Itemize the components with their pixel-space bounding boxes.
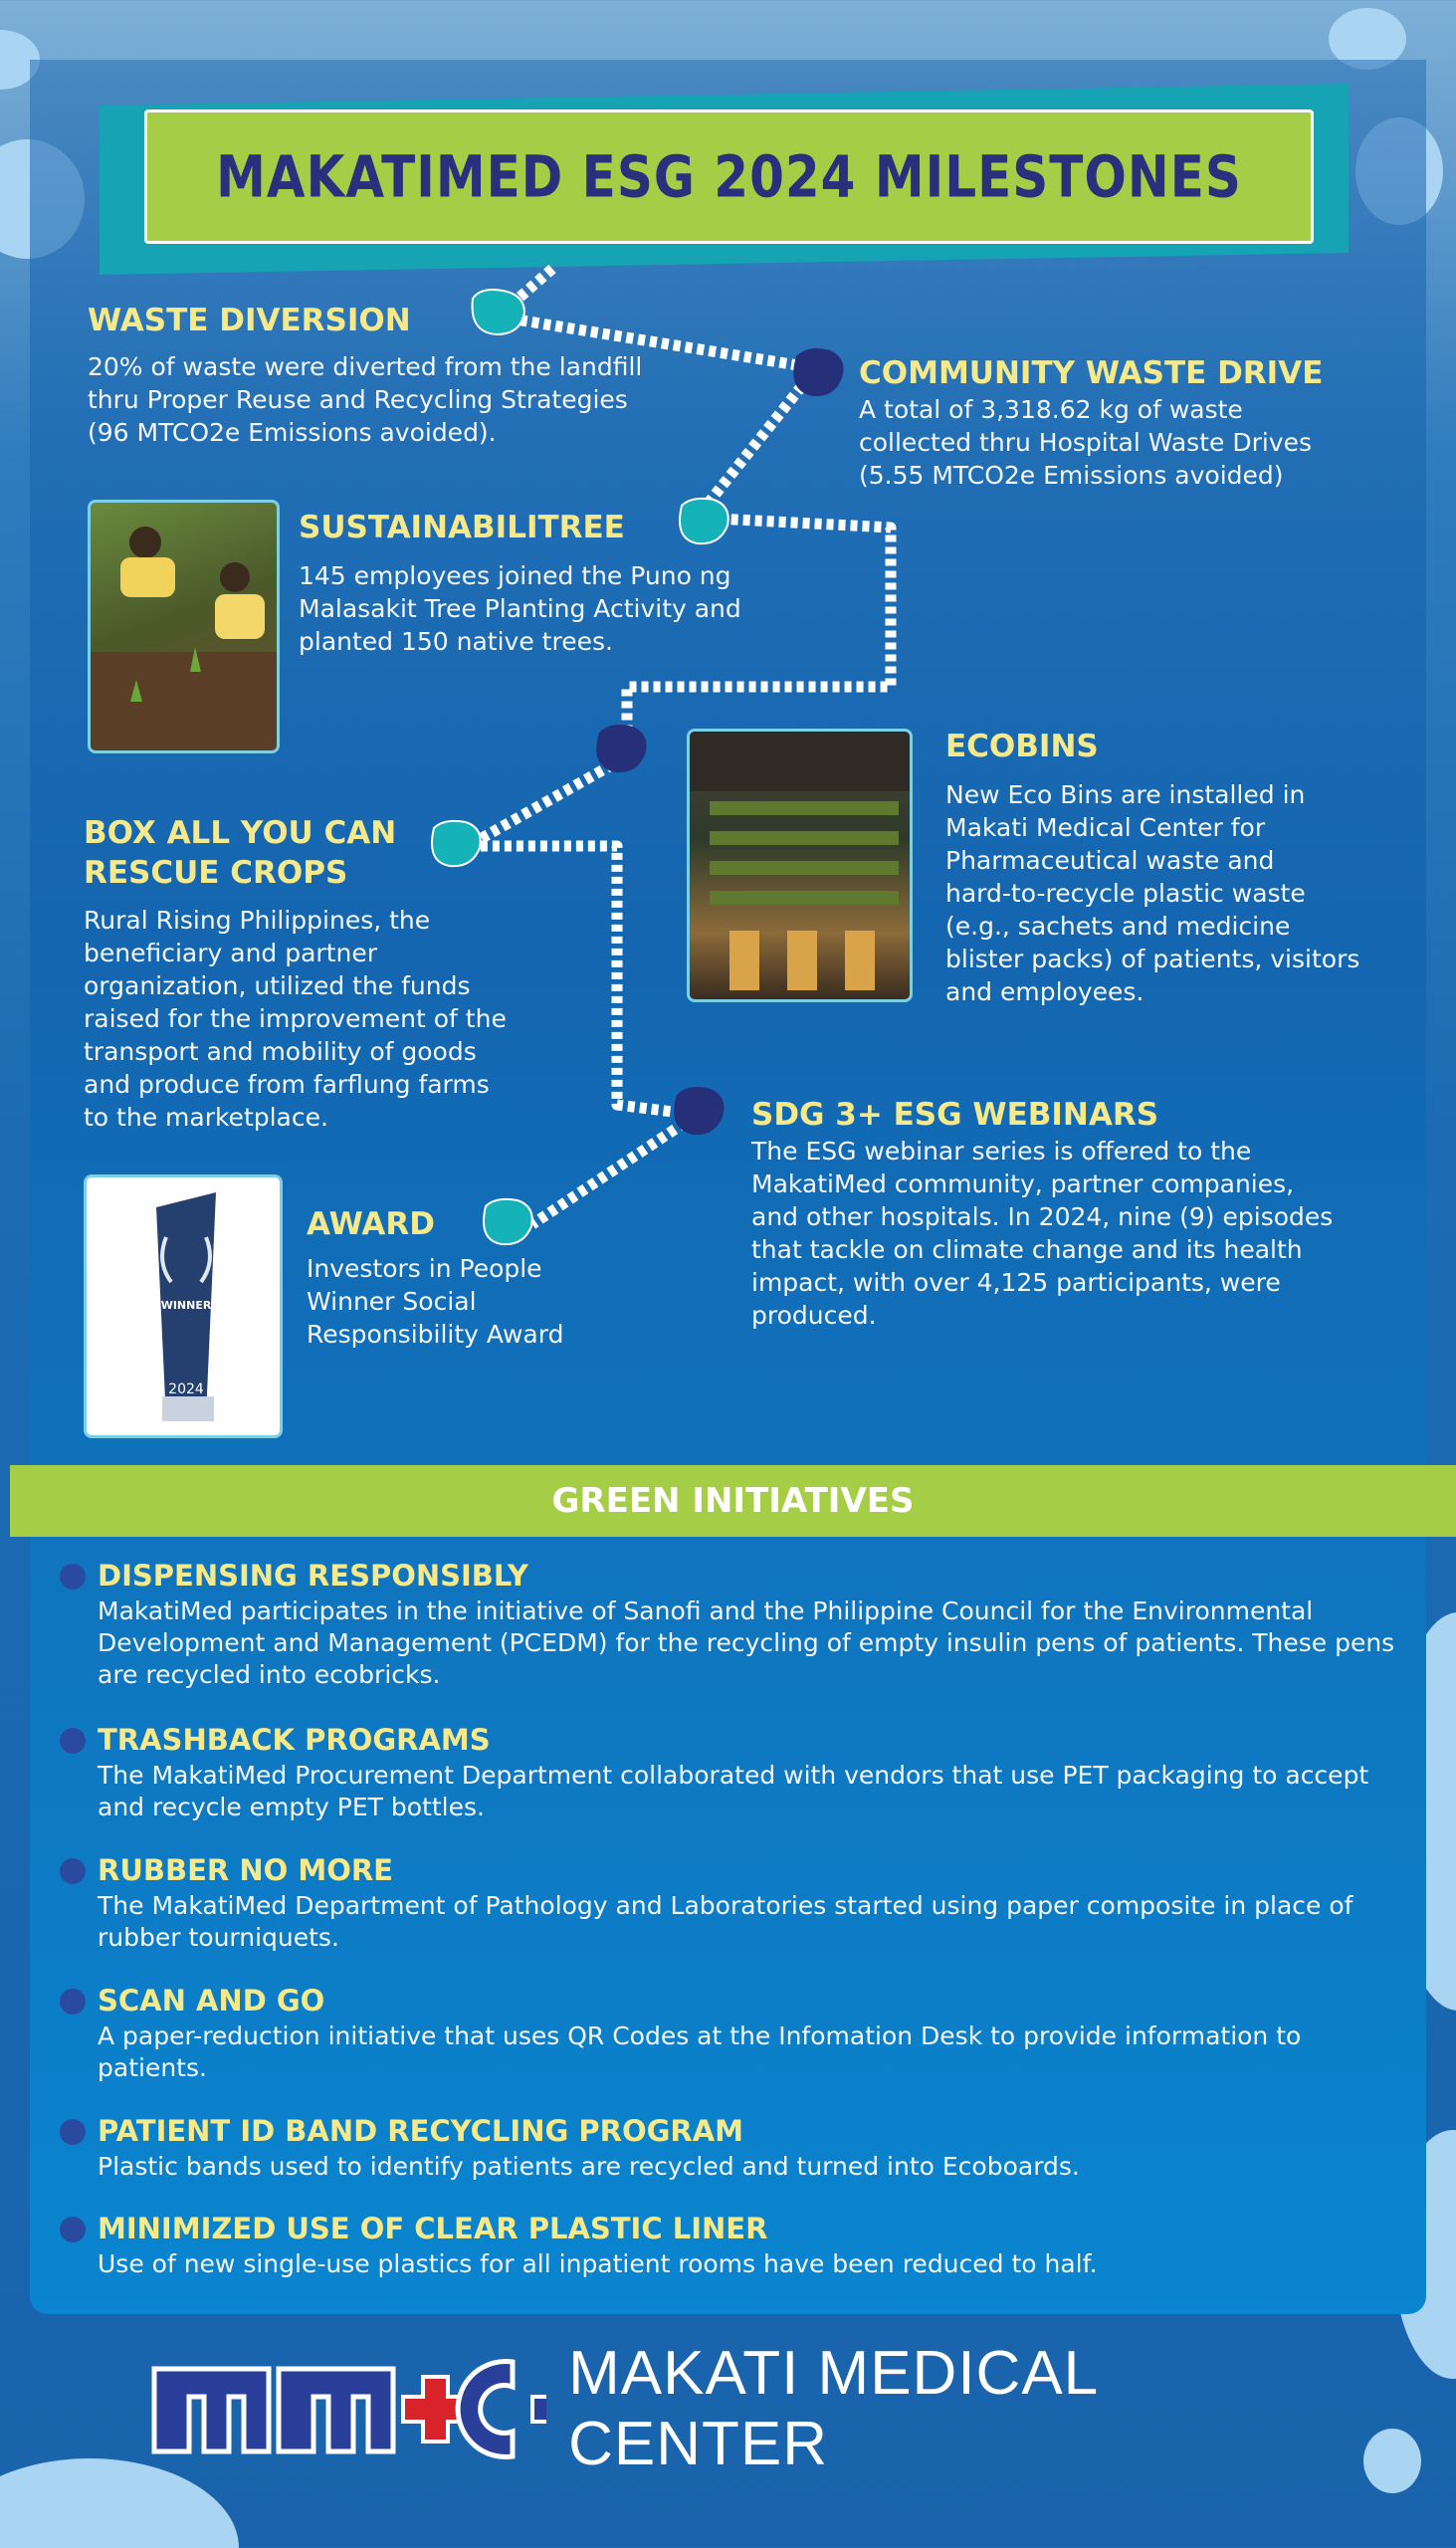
- initiative-item: [60, 1720, 1413, 1850]
- award-year-label: 2024: [168, 1381, 204, 1397]
- milestone-text: The ESG webinar series is offered to the MakatiMed community, partner companies, and other hospitals. In 2024, nine (9) episodes that tackle on climate change and its health impact, with over 4,125 participants, were produced.: [751, 1137, 1334, 1331]
- milestone-title: AWARD: [307, 1206, 435, 1242]
- initiative-item: [60, 2111, 1413, 2209]
- initiative-text: Use of new single-use plastics for all inpatient rooms have been reduced to half.: [98, 2249, 1098, 2278]
- bullet-dot: [60, 1989, 86, 2015]
- initiative-title: SCAN AND GO: [98, 1984, 325, 2017]
- ecobins-illustration: [690, 732, 913, 1002]
- milestone-title: SDG 3+ ESG WEBINARS: [751, 1097, 1159, 1133]
- initiative-title: DISPENSING RESPONSIBLY: [98, 1559, 528, 1592]
- milestone-title: COMMUNITY WASTE DRIVE: [859, 355, 1324, 391]
- milestone-title: SUSTAINABILITREE: [299, 510, 625, 545]
- page-title: MAKATIMED ESG 2024 MILESTONES: [216, 143, 1242, 210]
- bullet-dot: [60, 1728, 86, 1754]
- initiative-text: The MakatiMed Department of Pathology and Laboratories started using paper composite in place of rubber tourniquets.: [98, 1891, 1353, 1952]
- initiative-title: TRASHBACK PROGRAMS: [98, 1723, 491, 1757]
- initiative-title: PATIENT ID BAND RECYCLING PROGRAM: [98, 2114, 744, 2148]
- milestone-ecobins: [945, 727, 1423, 1008]
- initiative-text: Plastic bands used to identify patients are recycled and turned into Ecoboards.: [98, 2152, 1080, 2181]
- milestone-community-waste-drive: [859, 353, 1416, 492]
- decor-blob: [1363, 2429, 1421, 2493]
- milestone-text: 145 employees joined the Puno ng Malasakit Tree Planting Activity and planted 150 native trees.: [299, 561, 741, 657]
- initiative-text: MakatiMed participates in the initiative of Sanofi and the Philippine Council for the Environmental Development and Management (PCEDM) for the recycling of empty insulin pens of patients. These pens are recycled into ecobricks.: [98, 1596, 1395, 1689]
- bullet-dot: [60, 1564, 86, 1590]
- mmc-logo: [149, 2347, 546, 2471]
- initiative-item: [60, 1850, 1413, 1981]
- milestone-box-all-you-can: [84, 813, 641, 1134]
- green-initiatives-list: [60, 1556, 1413, 2306]
- milestone-title: ECOBINS: [945, 729, 1099, 764]
- route-marker: [674, 1087, 724, 1135]
- award-winner-label: WINNER: [160, 1299, 212, 1312]
- milestone-title: BOX ALL YOU CAN RESCUE CROPS: [84, 815, 397, 892]
- section-title: GREEN INITIATIVES: [551, 1481, 915, 1521]
- tree-planting-photo: [88, 500, 280, 753]
- bullet-dot: [60, 1858, 86, 1884]
- initiative-item: [60, 1981, 1413, 2111]
- initiative-text: A paper-reduction initiative that uses QR Codes at the Infomation Desk to provide information to patients.: [98, 2021, 1302, 2082]
- route-marker: [793, 348, 843, 396]
- milestone-sustainabilitree: [299, 508, 856, 658]
- milestone-title: WASTE DIVERSION: [88, 303, 411, 338]
- milestone-text: 20% of waste were diverted from the landfill thru Proper Reuse and Recycling Strategies (96 MTCO2e Emissions avoided).: [88, 352, 643, 448]
- milestone-award: [307, 1204, 725, 1351]
- initiative-text: The MakatiMed Procurement Department collaborated with vendors that use PET packaging to accept and recycle empty PET bottles.: [98, 1761, 1369, 1821]
- award-photo: [84, 1174, 283, 1438]
- initiative-item: [60, 2209, 1413, 2306]
- milestone-sdg-webinars: [751, 1095, 1428, 1332]
- milestone-text: New Eco Bins are installed in Makati Medical Center for Pharmaceutical waste and hard-to-recycle plastic waste (e.g., sachets and medicine blister packs) of patients, visitors and employees.: [945, 780, 1360, 1007]
- bullet-dot: [60, 2119, 86, 2145]
- milestone-waste-diversion: [88, 301, 725, 449]
- initiative-title: MINIMIZED USE OF CLEAR PLASTIC LINER: [98, 2212, 768, 2245]
- bullet-dot: [60, 2217, 86, 2242]
- route-marker: [596, 725, 646, 772]
- initiative-item: [60, 1556, 1413, 1720]
- milestone-text: Rural Rising Philippines, the beneficiary and partner organization, utilized the funds raised for the improvement of the transport and mobility of goods and produce from farflung farms to the marketplace.: [84, 905, 507, 1132]
- organization-name: MAKATI MEDICAL CENTER: [568, 2339, 1097, 2478]
- tree-planting-illustration: [91, 503, 280, 753]
- initiative-title: RUBBER NO MORE: [98, 1853, 393, 1887]
- green-initiatives-header: [10, 1465, 1456, 1537]
- footer: [149, 2339, 1344, 2478]
- milestone-text: Investors in People Winner Social Responsibility Award: [307, 1254, 564, 1350]
- ecobins-photo: [687, 729, 913, 1002]
- milestone-text: A total of 3,318.62 kg of waste collected thru Hospital Waste Drives (5.55 MTCO2e Emissions avoided): [859, 395, 1312, 491]
